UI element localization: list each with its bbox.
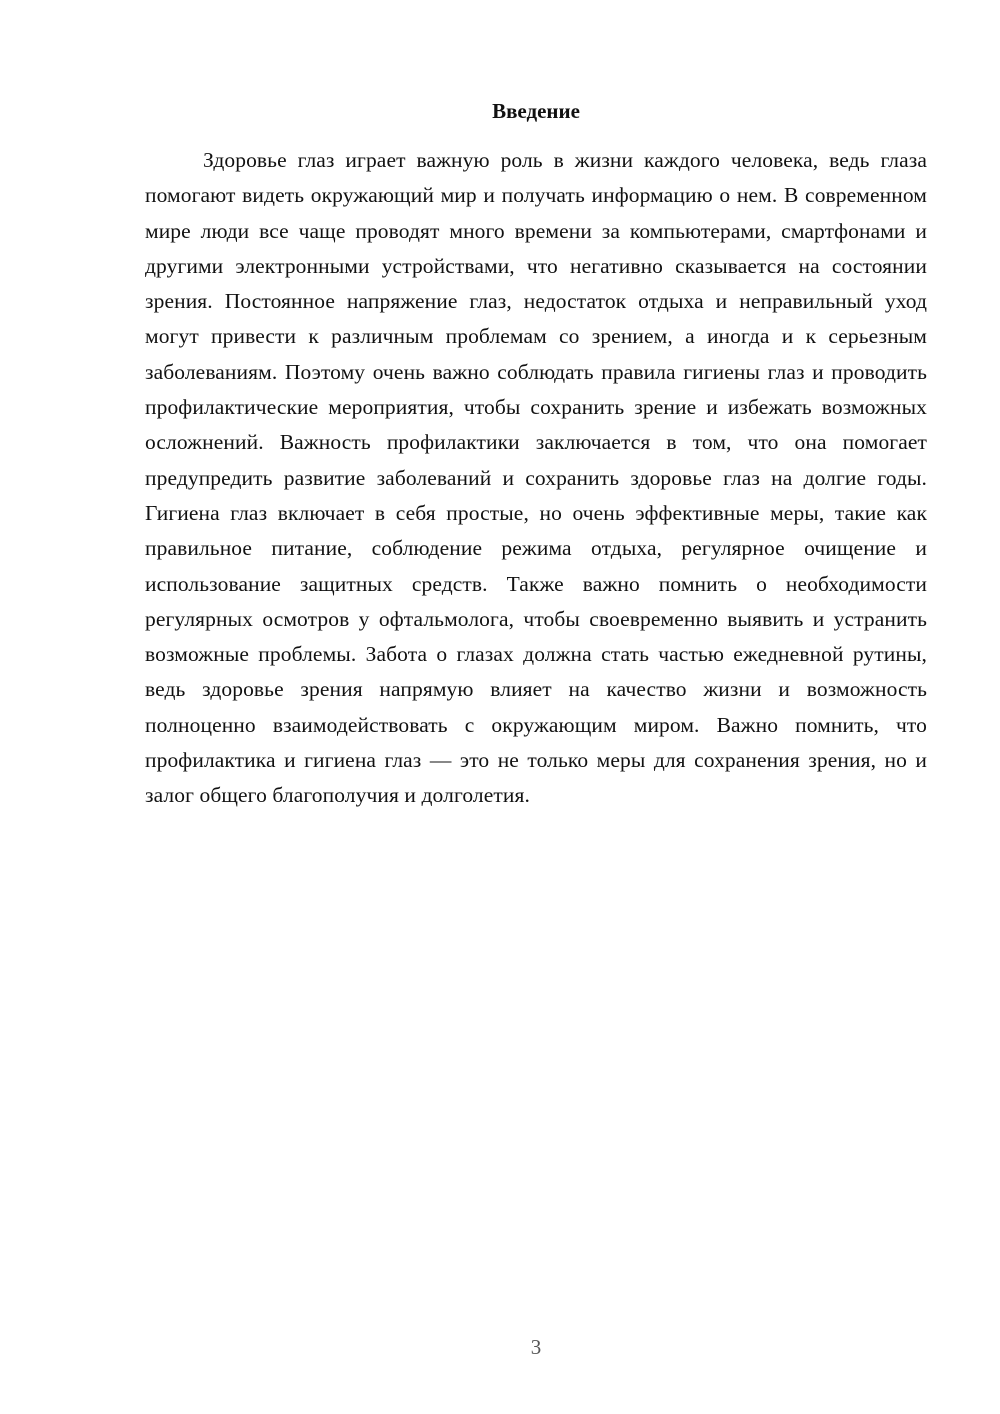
body-paragraph: Здоровье глаз играет важную роль в жизни каждого человека, ведь глаза помогают видеть окружающий мир и получать информацию о нем. В современном мире люди все чаще проводят много времени за компьютерами, смартфонами и другими электронными устройствами, что негативно сказывается на состоянии зрения. Постоянное напряжение глаз, недостаток отдыха и неправильный уход могут привести к различным проблемам со зрением, а иногда и к серьезным заболеваниям. Поэтому очень важно соблюдать правила гигиены глаз и проводить профилактические мероприятия, чтобы сохранить зрение и избежать возможных осложнений. Важность профилактики заключается в том, что она помогает предупредить развитие заболеваний и сохранить здоровье глаз на долгие годы. Гигиена глаз включает в себя простые, но очень эффективные меры, такие как правильное питание, соблюдение режима отдыха, регулярное очищение и использование защитных средств. Также важно помнить о необходимости регулярных осмотров у офтальмолога, чтобы своевременно выявить и устранить возможные проблемы. Забота о глазах должна стать частью ежедневной рутины, ведь здоровье зрения напрямую влияет на качество жизни и возможность полноценно взаимодействовать с окружающим миром. Важно помнить, что профилактика и гигиена глаз — это не только меры для сохранения зрения, но и залог общего благополучия и долголетия. <box>145 148 927 808</box>
section-title: Введение <box>492 99 580 123</box>
page-number: 3 <box>530 1335 542 1359</box>
